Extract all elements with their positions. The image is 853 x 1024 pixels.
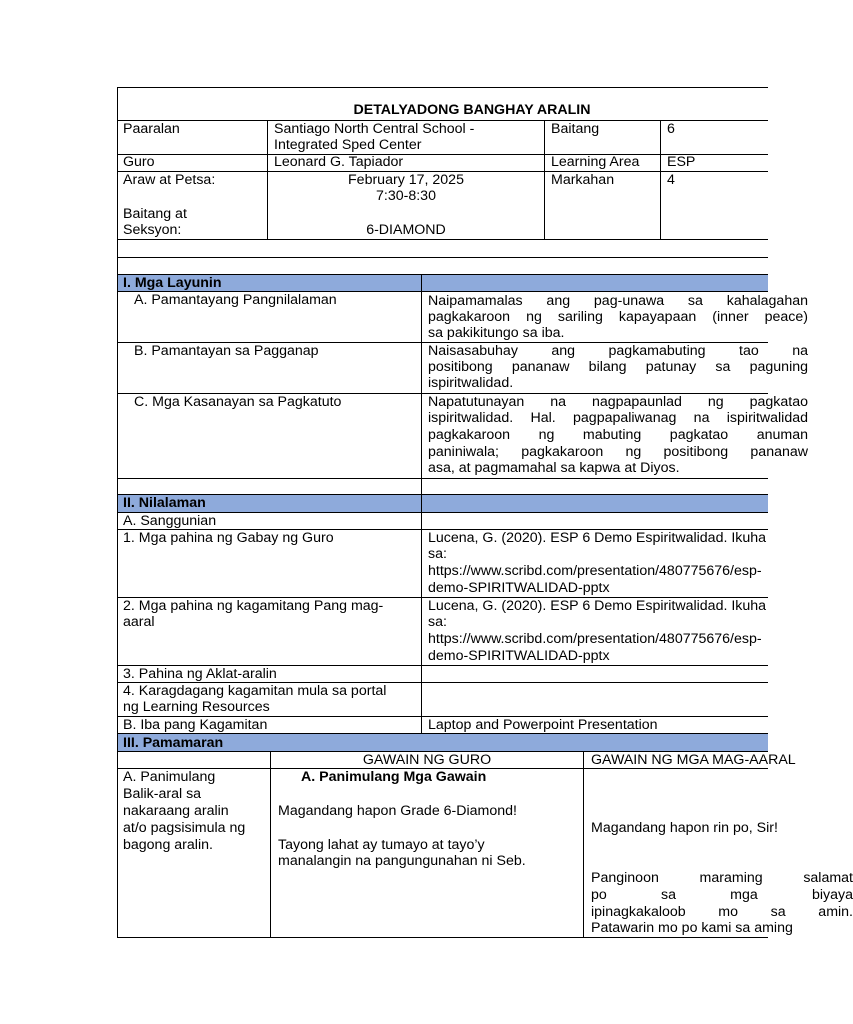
gabay-guro-reference: sa: — [428, 546, 447, 562]
guro-label: Guro — [123, 154, 155, 170]
section-value: 6-DIAMOND — [366, 222, 446, 238]
paaralan-label: Paaralan — [123, 121, 180, 137]
kasanayan-pagkatuto-text: asa, at pagmamahal sa kapwa at Diyos. — [428, 460, 680, 476]
paaralan-value-line1: Santiago North Central School - — [274, 121, 475, 137]
kasanayan-pagkatuto-text: pagkakaroon ng mabuting pagkatao anuman — [428, 427, 808, 443]
iba-pang-kagamitan-label: B. Iba pang Kagamitan — [123, 717, 268, 733]
nilalaman-heading: II. Nilalaman — [123, 495, 206, 511]
pamantayang-pangnilalaman-label: A. Pamantayang Pangnilalaman — [134, 292, 337, 308]
kagamitang-mag-aaral-label: aaral — [123, 614, 155, 630]
student-prayer: po sa mga biyaya — [591, 887, 853, 903]
pamantayan-pagganap-text: ispiritwalidad. — [428, 375, 514, 391]
document-title: DETALYADONG BANGHAY ARALIN — [353, 102, 591, 118]
panimulang-gawain-heading: A. Panimulang Mga Gawain — [301, 769, 487, 785]
student-prayer: Panginoon maraming salamat — [591, 870, 853, 886]
iba-pang-kagamitan-value: Laptop and Powerpoint Presentation — [428, 717, 658, 733]
kagamitang-mag-aaral-label: 2. Mga pahina ng kagamitang Pang mag- — [123, 598, 384, 614]
teacher-prayer-instruction: Tayong lahat ay tumayo at tayo’y — [278, 837, 485, 853]
kagamitang-mag-aaral-reference: sa: — [428, 614, 447, 630]
kagamitang-mag-aaral-reference: Lucena, G. (2020). ESP 6 Demo Espiritwalidad. Ikuha — [428, 598, 767, 614]
student-prayer: Patawarin mo po kami sa aming — [591, 920, 793, 936]
pamamaraan-heading: III. Pamamaran — [123, 735, 224, 751]
pamantayan-pagganap-text: Naisasabuhay ang pagkamabuting tao na — [428, 343, 808, 359]
lesson-date: February 17, 2025 — [348, 172, 464, 188]
panimulang-label: nakaraang aralin — [123, 803, 229, 819]
panimulang-label: at/o pagsisimula ng — [123, 820, 246, 836]
paaralan-value-line2: Integrated Sped Center — [274, 137, 422, 153]
karagdagang-kagamitan-label: ng Learning Resources — [123, 699, 270, 715]
nilalaman-header-band — [117, 495, 768, 512]
lesson-time: 7:30-8:30 — [376, 188, 436, 204]
markahan-label: Markahan — [551, 172, 615, 188]
pamantayang-pangnilalaman-text: Naipamamalas ang pag-unawa sa kahalagahan — [428, 293, 808, 309]
pamantayang-pangnilalaman-text: pagkakaroon ng sariling kapayapaan (inner peace) — [428, 309, 808, 325]
kasanayan-pagkatuto-text: ispiritwalidad. Hal. pagpapaliwanag na ispiritwalidad — [428, 410, 808, 426]
panimulang-label: Balik-aral sa — [123, 786, 202, 802]
gawain-mag-aaral-column-header: GAWAIN NG MGA MAG-AARAL — [591, 752, 796, 768]
learning-area-label: Learning Area — [551, 154, 640, 170]
layunin-heading: I. Mga Layunin — [123, 275, 222, 291]
baitang-seksyon-label-line2: Seksyon: — [123, 222, 182, 238]
pamantayan-pagganap-label: B. Pamantayan sa Pagganap — [134, 343, 319, 359]
baitang-label: Baitang — [551, 121, 600, 137]
baitang-value: 6 — [667, 121, 675, 137]
guro-value: Leonard G. Tapiador — [274, 154, 404, 170]
markahan-value: 4 — [667, 172, 675, 188]
student-prayer: ipinagkakaloob mo sa amin. — [591, 904, 853, 920]
learning-area-value: ESP — [667, 154, 696, 170]
kasanayan-pagkatuto-label: C. Mga Kasanayan sa Pagkatuto — [134, 394, 342, 410]
teacher-prayer-instruction: manalangin na pangungunahan ni Seb. — [278, 853, 526, 869]
teacher-greeting: Magandang hapon Grade 6-Diamond! — [278, 803, 517, 819]
gabay-guro-label: 1. Mga pahina ng Gabay ng Guro — [123, 530, 334, 546]
aklat-aralin-label: 3. Pahina ng Aklat-aralin — [123, 666, 277, 682]
kagamitang-mag-aaral-reference: https://www.scribd.com/presentation/480775676/esp- — [428, 631, 762, 647]
gabay-guro-reference: Lucena, G. (2020). ESP 6 Demo Espiritwalidad. Ikuha — [428, 530, 767, 546]
student-greeting: Magandang hapon rin po, Sir! — [591, 820, 778, 836]
kasanayan-pagkatuto-text: paniniwala; pagkakaroon ng positibong pananaw — [428, 444, 808, 460]
gawain-guro-column-header: GAWAIN NG GURO — [362, 752, 492, 768]
pamantayang-pangnilalaman-text: sa pakikitungo sa iba. — [428, 325, 565, 341]
karagdagang-kagamitan-label: 4. Karagdagang kagamitan mula sa portal — [123, 683, 387, 699]
panimulang-label: A. Panimulang — [123, 769, 216, 785]
gabay-guro-reference: demo-SPIRITWALIDAD-pptx — [428, 580, 610, 596]
gabay-guro-reference: https://www.scribd.com/presentation/480775676/esp- — [428, 563, 762, 579]
panimulang-label: bagong aralin. — [123, 837, 213, 853]
kasanayan-pagkatuto-text: Napatutunayan na nagpapaunlad ng pagkatao — [428, 394, 808, 410]
pamantayan-pagganap-text: positibong pananaw bilang patunay sa paguning — [428, 359, 808, 375]
baitang-seksyon-label-line1: Baitang at — [123, 206, 187, 222]
sanggunian-label: A. Sanggunian — [123, 513, 217, 529]
kagamitang-mag-aaral-reference: demo-SPIRITWALIDAD-pptx — [428, 648, 610, 664]
araw-petsa-label: Araw at Petsa: — [123, 172, 216, 188]
